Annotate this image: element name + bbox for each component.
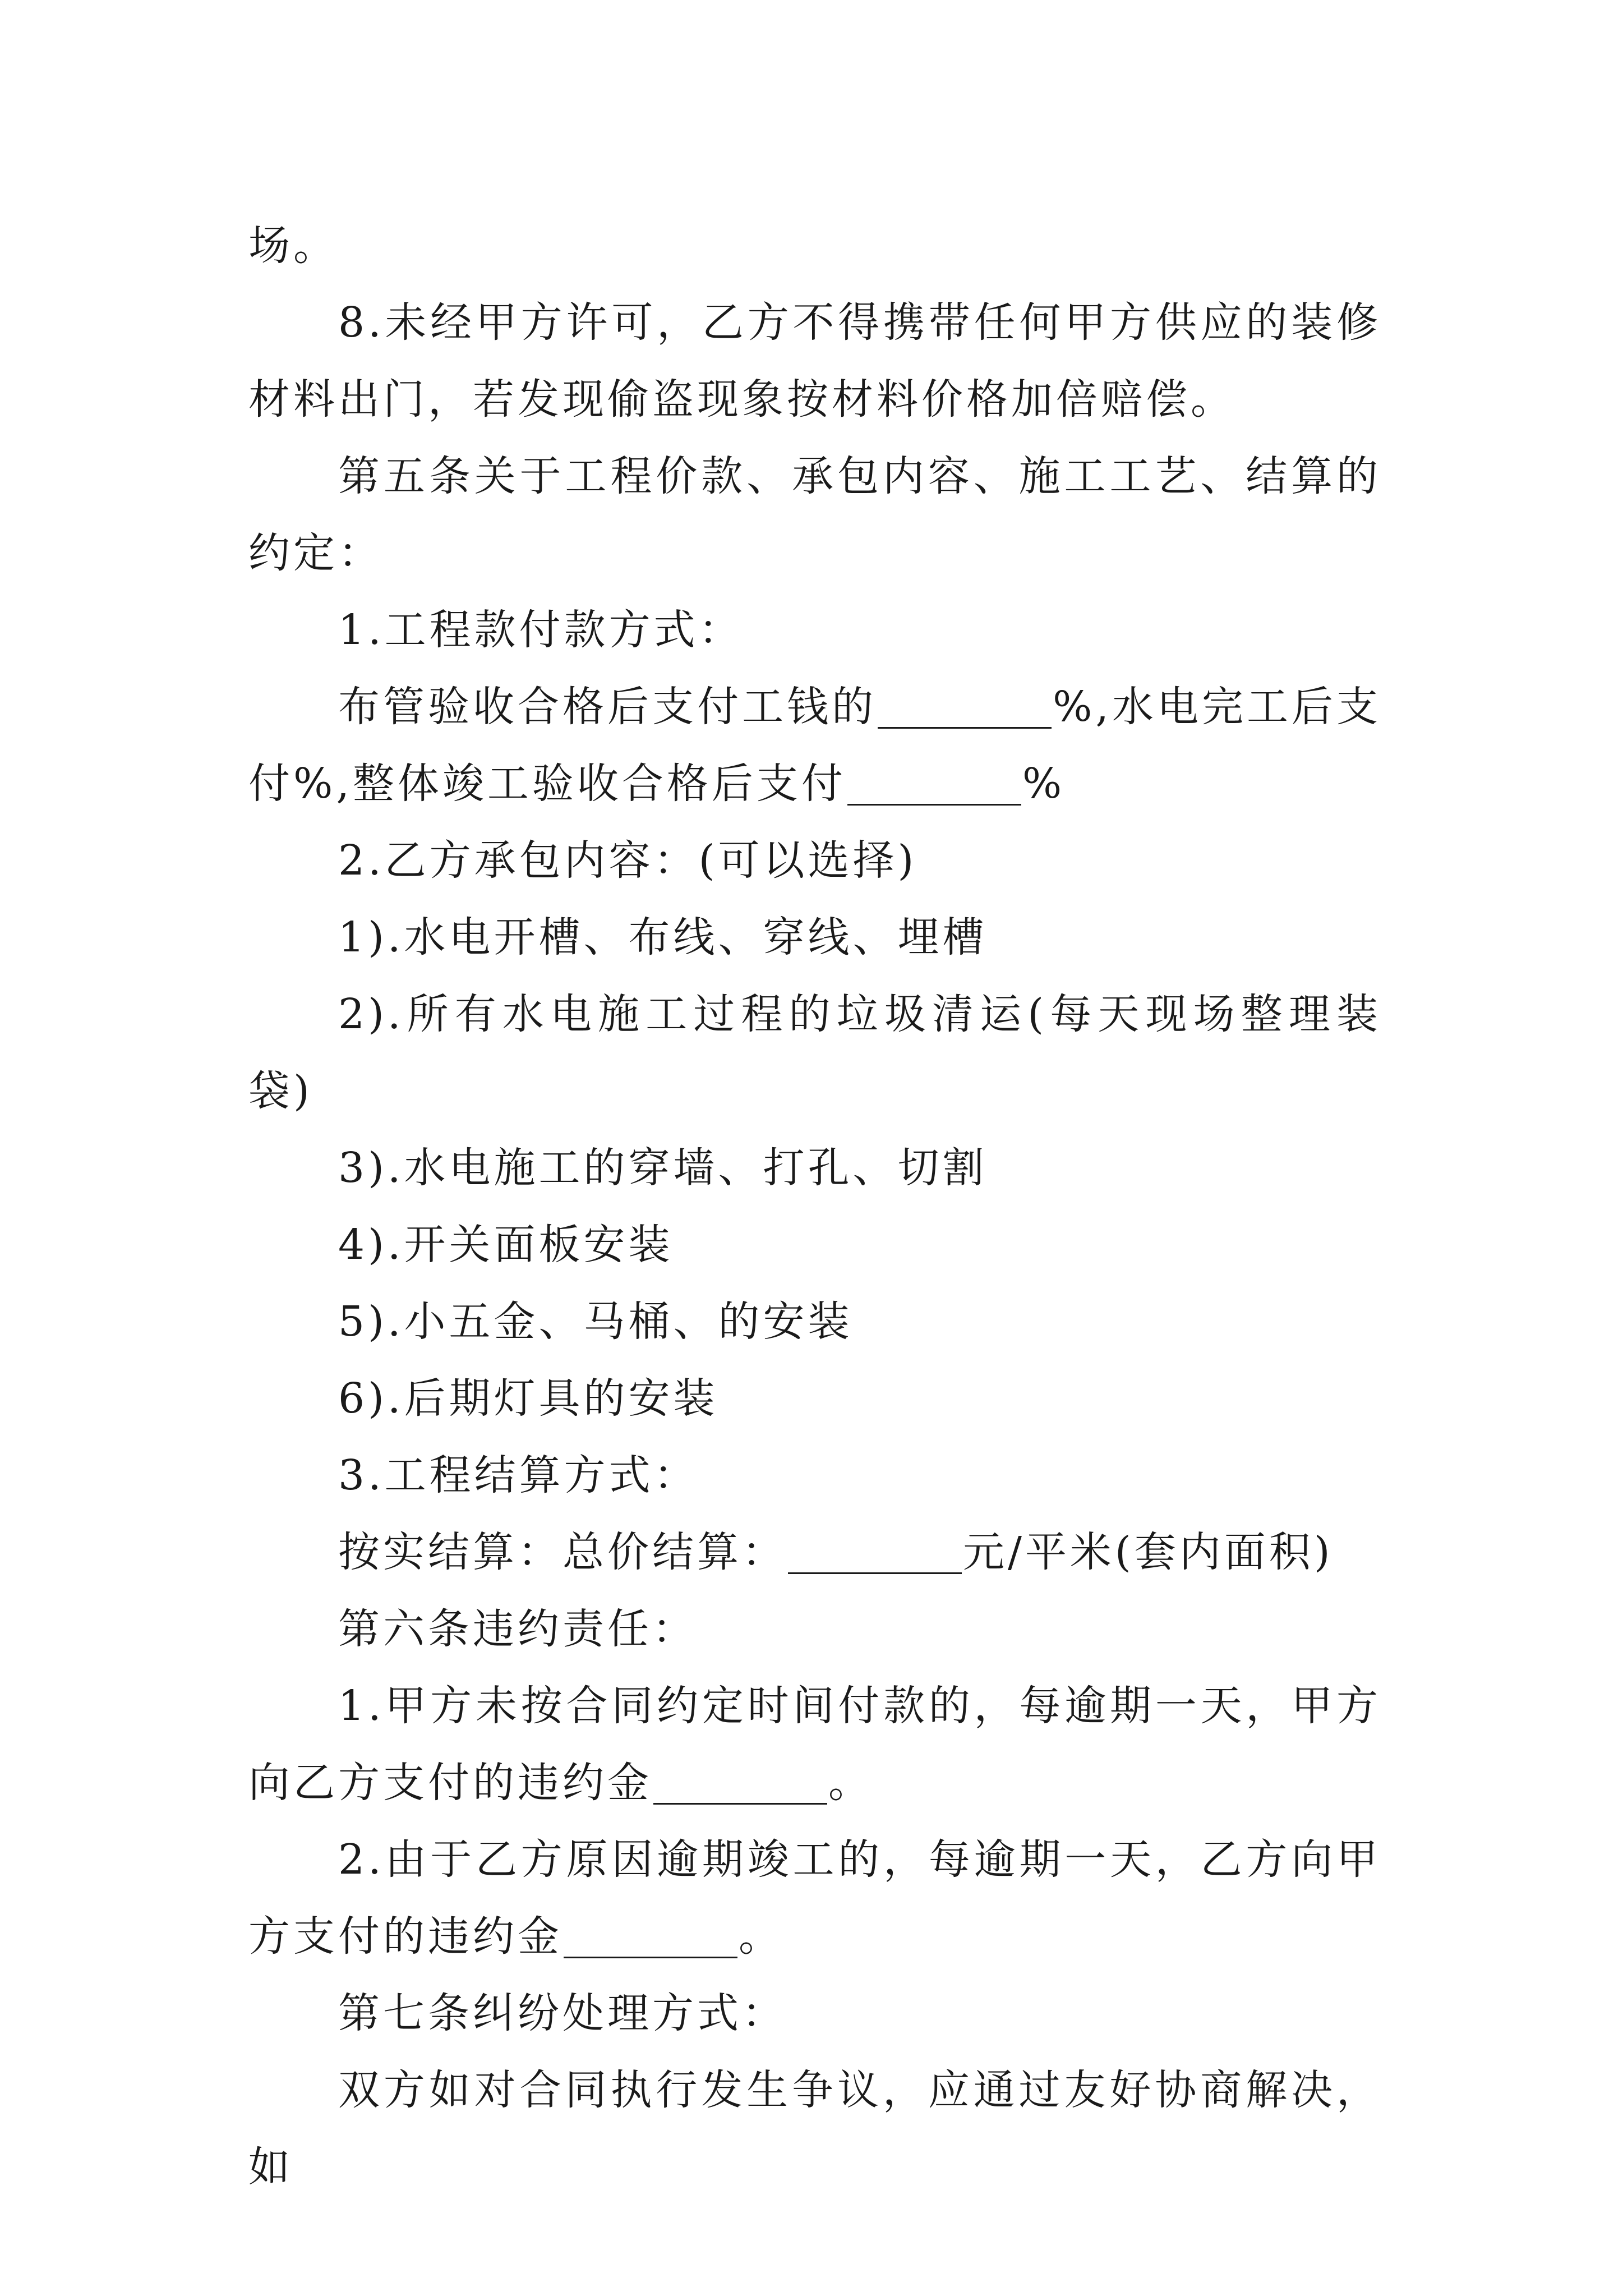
fill-in-blank <box>847 762 1021 806</box>
article-7-heading <box>248 1975 1381 2052</box>
breach-clause-2 <box>248 1821 1381 1975</box>
paragraph-text: 第七条纠纷处理方式： <box>338 1989 787 2037</box>
dispute-clause <box>248 2052 1381 2206</box>
paragraph-text: 3.工程结算方式： <box>338 1451 699 1499</box>
fill-in-blank <box>564 1915 737 1958</box>
document-body <box>248 208 1381 2206</box>
paragraph-text: 按实结算：总价结算： <box>338 1528 787 1576</box>
paragraph-text: 第五条关于工程价款、承包内容、施工工艺、结算的约定： <box>248 452 1381 577</box>
paragraph-text: 3).水电施工的穿墙、打孔、切割 <box>338 1144 988 1192</box>
paragraph-text: 元/平米(套内面积) <box>963 1528 1334 1576</box>
paragraph-text: 4).开关面板安装 <box>338 1221 674 1269</box>
fill-in-blank <box>878 685 1052 729</box>
scope-item-2 <box>248 976 1381 1130</box>
settlement-heading <box>248 1437 1381 1514</box>
scope-item-5 <box>248 1283 1381 1360</box>
scope-item-6 <box>248 1360 1381 1437</box>
paragraph-text: 2.乙方承包内容：(可以选择) <box>338 836 917 885</box>
paragraph-text: 1.甲方未按合同约定时间付款的，每逾期一天，甲方向乙方支付的违约金 <box>248 1682 1381 1807</box>
article-6-heading <box>248 1591 1381 1668</box>
paragraph-text: 第六条违约责任： <box>338 1605 697 1653</box>
paragraph-text: 场。 <box>248 222 338 270</box>
paragraph-text: 布管验收合格后支付工钱的 <box>338 683 877 731</box>
paragraph-text: 双方如对合同执行发生争议，应通过友好协商解决，如 <box>248 2066 1381 2191</box>
paragraph-continuation <box>248 208 1381 284</box>
settlement-terms <box>248 1514 1381 1591</box>
breach-clause-1 <box>248 1668 1381 1821</box>
fill-in-blank <box>653 1761 827 1805</box>
paragraph-text: %,水电完工后支付%,整体竣工验收合格后支付 <box>248 683 1381 808</box>
scope-item-4 <box>248 1207 1381 1283</box>
article-5-heading <box>248 438 1381 592</box>
scope-item-3 <box>248 1130 1381 1207</box>
paragraph-text: 5).小五金、马桶、的安装 <box>338 1297 853 1346</box>
paragraph-text: 6).后期灯具的安装 <box>338 1374 718 1423</box>
paragraph-text: 2).所有水电施工过程的垃圾清运(每天现场整理装袋) <box>248 990 1381 1115</box>
paragraph-text: % <box>1022 760 1066 808</box>
paragraph-text: 1.工程款付款方式： <box>338 606 744 654</box>
clause-8-materials <box>248 284 1381 438</box>
paragraph-text: 。 <box>828 1759 873 1807</box>
scope-heading <box>248 822 1381 899</box>
paragraph-text: 8.未经甲方许可，乙方不得携带任何甲方供应的装修材料出门，若发现偷盗现象按材料价格加倍赔偿。 <box>248 298 1381 424</box>
payment-method-heading <box>248 592 1381 669</box>
paragraph-text: 2.由于乙方原因逾期竣工的，每逾期一天，乙方向甲方支付的违约金 <box>248 1835 1381 1961</box>
scope-item-1 <box>248 899 1381 976</box>
fill-in-blank <box>788 1531 962 1574</box>
paragraph-text: 。 <box>739 1912 783 1961</box>
payment-terms <box>248 669 1381 822</box>
paragraph-text: 1).水电开槽、布线、穿线、埋槽 <box>338 913 988 961</box>
